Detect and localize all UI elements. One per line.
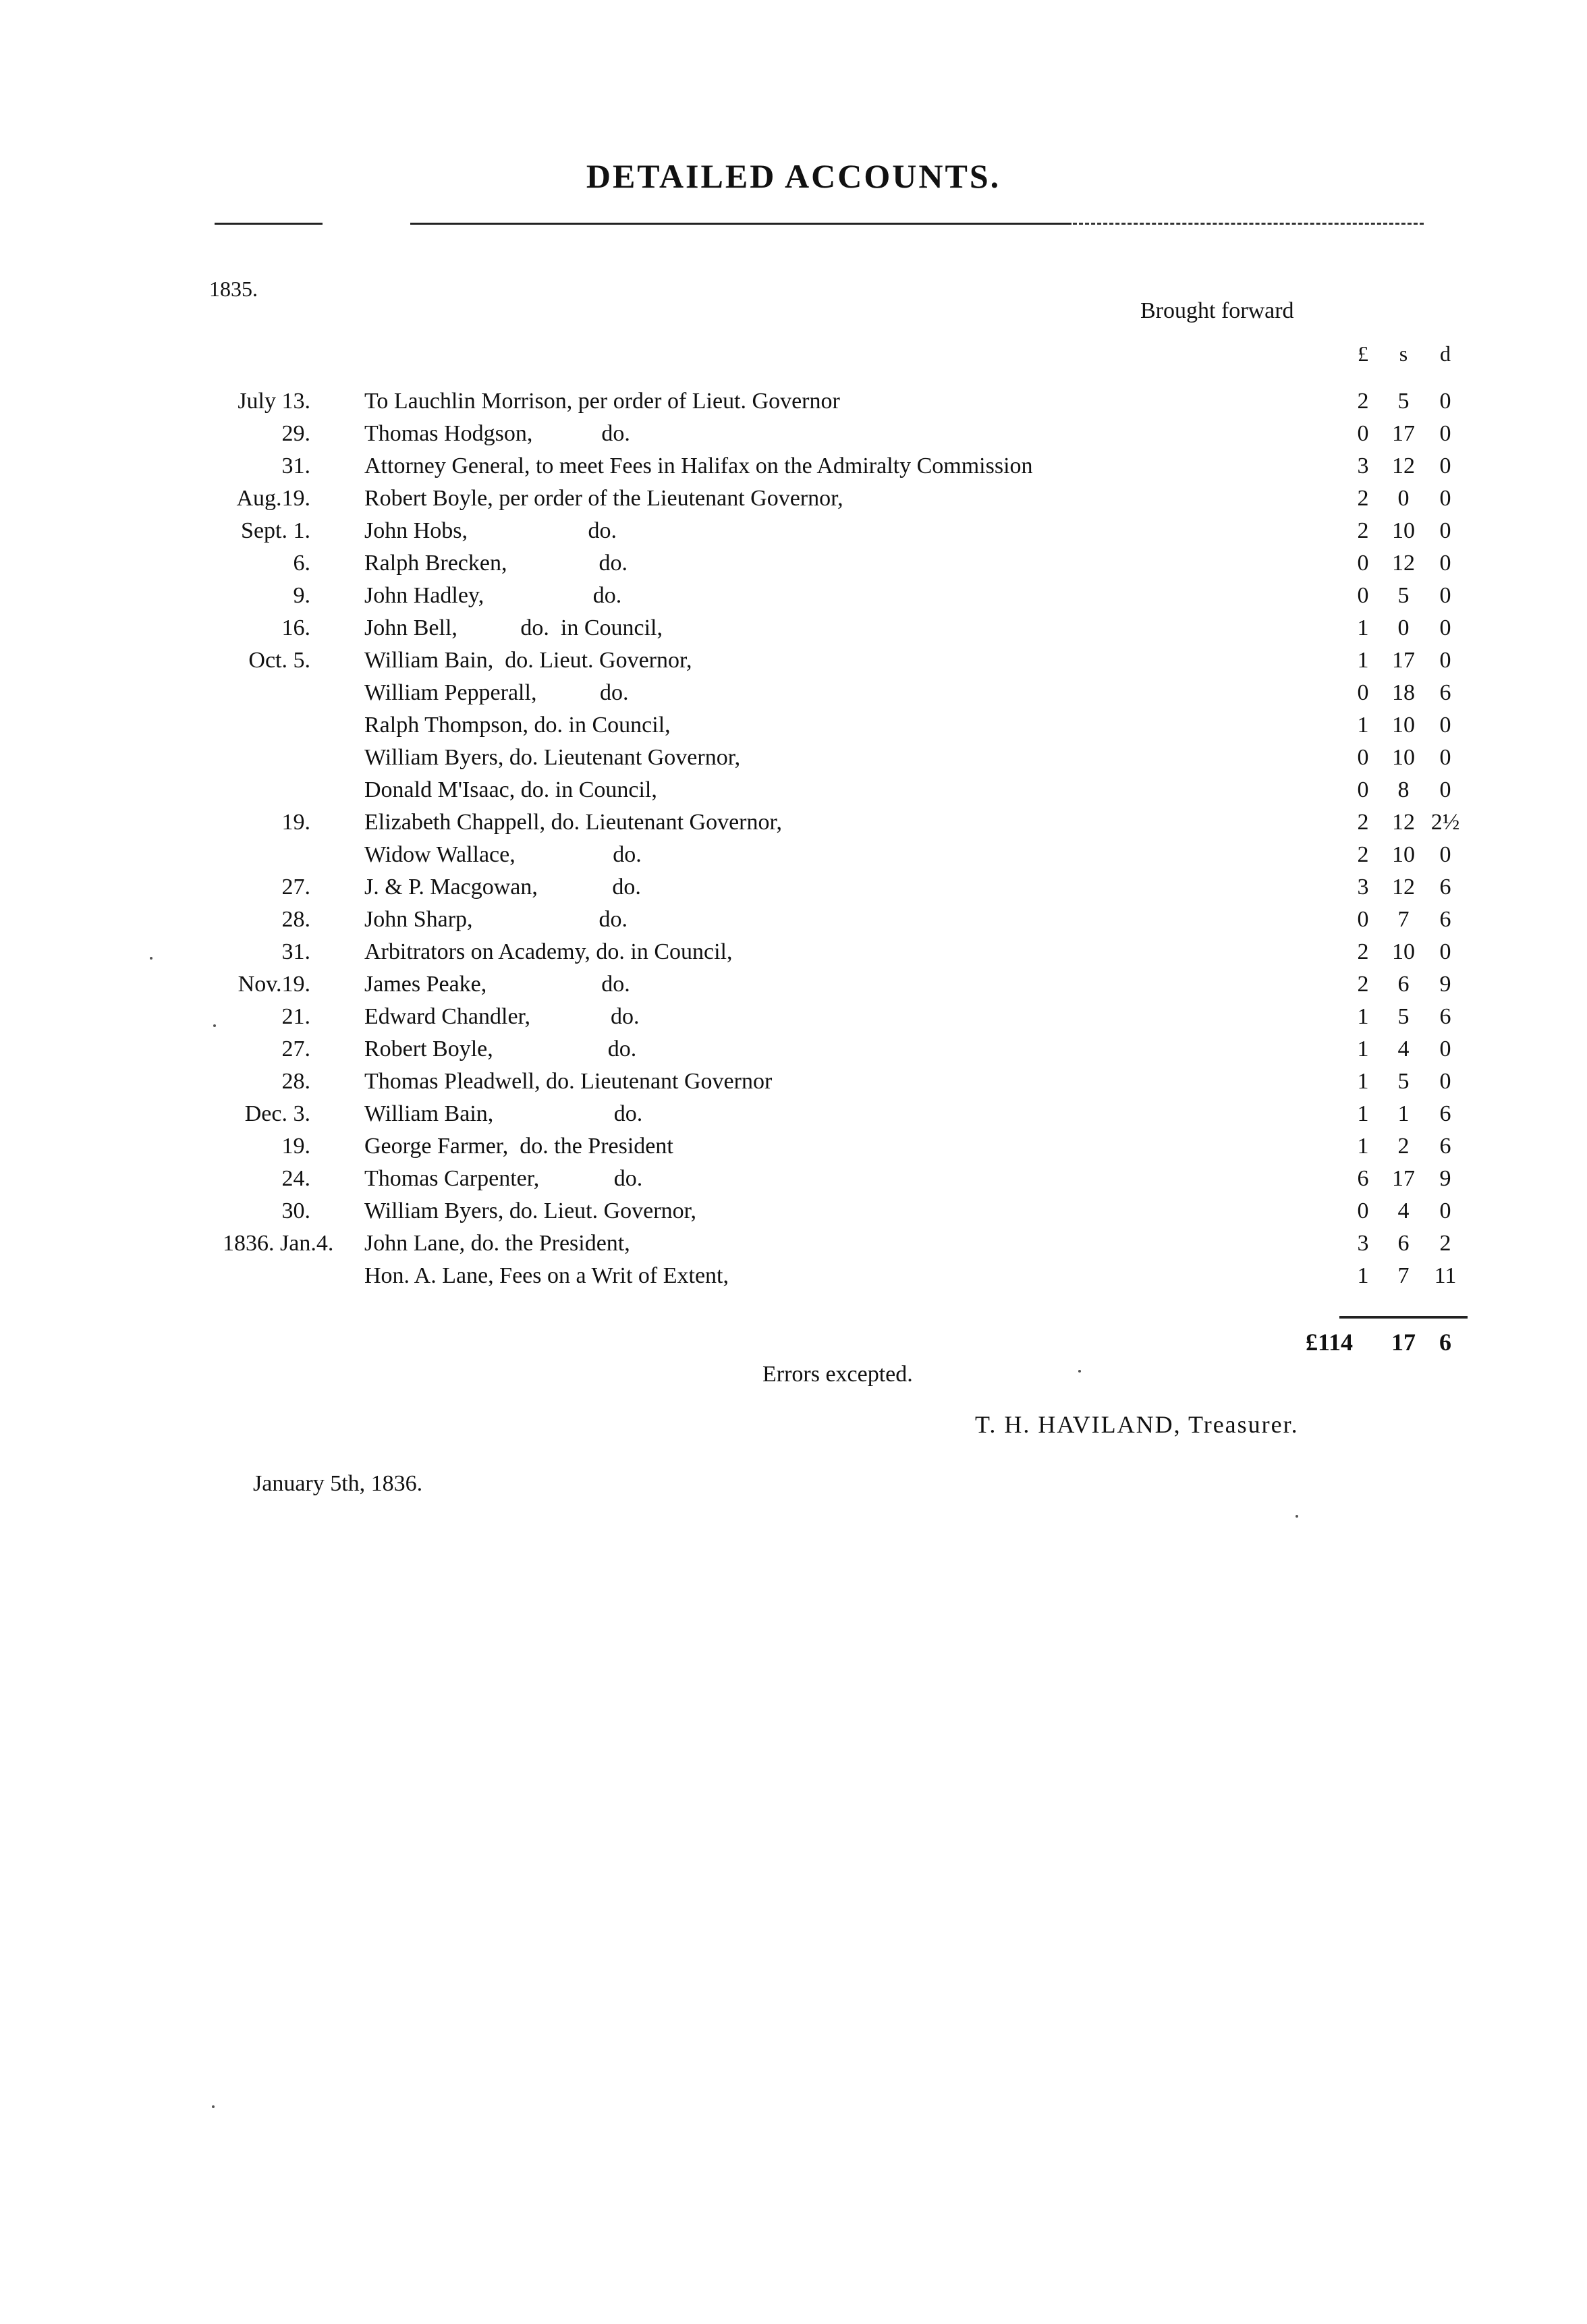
table-row <box>0 713 1587 745</box>
table-row <box>0 486 1587 518</box>
entry-pence: 0 <box>1439 713 1451 738</box>
entry-date: Dec. 3. <box>244 1101 310 1126</box>
entry-date: 24. <box>281 1166 310 1191</box>
table-row <box>0 551 1587 583</box>
margin-speck <box>212 2105 215 2108</box>
entry-shillings: 4 <box>1397 1198 1410 1223</box>
entry-pence: 0 <box>1439 615 1451 640</box>
entry-pounds: 2 <box>1357 486 1369 511</box>
entry-pounds: 3 <box>1357 453 1369 478</box>
entry-shillings: 12 <box>1392 810 1415 835</box>
margin-speck <box>1296 1515 1298 1518</box>
entry-pounds: 2 <box>1357 810 1369 835</box>
entry-pence: 0 <box>1439 777 1451 802</box>
entry-pence: 0 <box>1439 1198 1451 1223</box>
entry-shillings: 7 <box>1397 907 1410 932</box>
entry-payee: Elizabeth Chappell, do. Lieutenant Governor, <box>364 810 782 835</box>
entry-pounds: 1 <box>1357 1134 1369 1159</box>
entry-pence: 9 <box>1439 1166 1451 1191</box>
entry-pence: 0 <box>1439 939 1451 964</box>
table-row <box>0 745 1587 777</box>
right-dashed-rule <box>1073 223 1424 225</box>
entry-pounds: 2 <box>1357 972 1369 997</box>
table-row <box>0 972 1587 1004</box>
entry-shillings: 12 <box>1392 551 1415 576</box>
table-row <box>0 842 1587 875</box>
entry-shillings: 17 <box>1392 421 1415 446</box>
entry-date: 19. <box>281 1134 310 1159</box>
entry-pounds: 0 <box>1357 421 1369 446</box>
entry-shillings: 5 <box>1397 1004 1410 1029</box>
table-row <box>0 453 1587 486</box>
entry-payee: John Hadley, do. <box>364 583 622 608</box>
entry-payee: Robert Boyle, per order of the Lieutenant Governor, <box>364 486 843 511</box>
entry-shillings: 4 <box>1397 1036 1410 1061</box>
table-row <box>0 648 1587 680</box>
entry-date: 19. <box>281 810 310 835</box>
entry-payee: Arbitrators on Academy, do. in Council, <box>364 939 733 964</box>
entry-date: 30. <box>281 1198 310 1223</box>
entry-shillings: 10 <box>1392 939 1415 964</box>
table-row <box>0 518 1587 551</box>
table-row <box>0 1263 1587 1296</box>
entry-payee: Hon. A. Lane, Fees on a Writ of Extent, <box>364 1263 729 1288</box>
entry-pence: 0 <box>1439 518 1451 543</box>
table-row <box>0 1004 1587 1036</box>
entry-payee: William Byers, do. Lieutenant Governor, <box>364 745 741 770</box>
entry-pence: 6 <box>1439 680 1451 705</box>
shillings-header: s <box>1399 341 1408 366</box>
entry-date: 29. <box>281 421 310 446</box>
entry-payee: William Pepperall, do. <box>364 680 629 705</box>
entry-payee: To Lauchlin Morrison, per order of Lieut. Governor <box>364 389 840 414</box>
entry-pounds: 1 <box>1357 615 1369 640</box>
entry-pence: 6 <box>1439 1134 1451 1159</box>
entry-date: 31. <box>281 939 310 964</box>
entry-shillings: 2 <box>1397 1134 1410 1159</box>
entry-shillings: 10 <box>1392 745 1415 770</box>
entry-shillings: 10 <box>1392 842 1415 867</box>
entry-payee: James Peake, do. <box>364 972 630 997</box>
entry-date: 21. <box>281 1004 310 1029</box>
entry-shillings: 6 <box>1397 1231 1410 1256</box>
table-row <box>0 810 1587 842</box>
entry-shillings: 12 <box>1392 453 1415 478</box>
entry-date: July 13. <box>238 389 310 414</box>
entry-pounds: 0 <box>1357 583 1369 608</box>
total-rule <box>1339 1316 1468 1319</box>
entry-payee: John Bell, do. in Council, <box>364 615 663 640</box>
table-row <box>0 1101 1587 1134</box>
entry-pence: 9 <box>1439 972 1451 997</box>
entry-date: 6. <box>293 551 310 576</box>
entry-pounds: 3 <box>1357 1231 1369 1256</box>
entry-date: 31. <box>281 453 310 478</box>
entry-date: 27. <box>281 1036 310 1061</box>
total-pounds: £114 <box>1306 1329 1354 1356</box>
table-row <box>0 421 1587 453</box>
entry-date: 9. <box>293 583 310 608</box>
table-row <box>0 583 1587 615</box>
entry-payee: William Bain, do. Lieut. Governor, <box>364 648 692 673</box>
entry-payee: George Farmer, do. the President <box>364 1134 673 1159</box>
entry-pounds: 0 <box>1357 745 1369 770</box>
entry-payee: William Bain, do. <box>364 1101 643 1126</box>
entry-shillings: 6 <box>1397 972 1410 997</box>
year-label: 1835. <box>209 277 258 301</box>
entry-date: Sept. 1. <box>241 518 310 543</box>
entry-payee: Thomas Pleadwell, do. Lieutenant Governor <box>364 1069 773 1094</box>
entry-pence: 6 <box>1439 875 1451 900</box>
entry-pounds: 1 <box>1357 1036 1369 1061</box>
margin-speck <box>150 957 152 960</box>
entry-pounds: 0 <box>1357 907 1369 932</box>
entry-shillings: 1 <box>1397 1101 1410 1126</box>
errors-excepted: Errors excepted. <box>762 1362 913 1387</box>
left-short-rule <box>215 223 323 225</box>
entry-pounds: 2 <box>1357 842 1369 867</box>
margin-speck <box>213 1024 216 1027</box>
entry-payee: Attorney General, to meet Fees in Halifax on the Admiralty Commission <box>364 453 1033 478</box>
entry-pounds: 0 <box>1357 1198 1369 1223</box>
entry-pounds: 0 <box>1357 551 1369 576</box>
entry-payee: Edward Chandler, do. <box>364 1004 640 1029</box>
entry-payee: John Lane, do. the President, <box>364 1231 630 1256</box>
entry-shillings: 5 <box>1397 583 1410 608</box>
entry-shillings: 5 <box>1397 1069 1410 1094</box>
table-row <box>0 1231 1587 1263</box>
entry-pence: 0 <box>1439 745 1451 770</box>
entry-pounds: 6 <box>1357 1166 1369 1191</box>
entry-pence: 0 <box>1439 551 1451 576</box>
entry-payee: Thomas Hodgson, do. <box>364 421 630 446</box>
entry-date: Aug.19. <box>236 486 310 511</box>
entry-pence: 6 <box>1439 1004 1451 1029</box>
entry-pounds: 2 <box>1357 518 1369 543</box>
table-row <box>0 680 1587 713</box>
entry-date: 1836. Jan.4. <box>223 1231 334 1256</box>
entry-date: 28. <box>281 1069 310 1094</box>
entry-date: Oct. 5. <box>248 648 310 673</box>
entry-pence: 0 <box>1439 648 1451 673</box>
entry-pounds: 1 <box>1357 1101 1369 1126</box>
entry-pence: 0 <box>1439 1069 1451 1094</box>
entry-pence: 0 <box>1439 389 1451 414</box>
total-shillings: 17 <box>1391 1329 1416 1356</box>
entry-pence: 6 <box>1439 1101 1451 1126</box>
table-row <box>0 1036 1587 1069</box>
entry-payee: J. & P. Macgowan, do. <box>364 875 641 900</box>
entry-pounds: 2 <box>1357 939 1369 964</box>
entry-payee: John Hobs, do. <box>364 518 617 543</box>
entry-pence: 0 <box>1439 1036 1451 1061</box>
entry-pence: 11 <box>1434 1263 1457 1288</box>
table-row <box>0 1134 1587 1166</box>
entry-pounds: 0 <box>1357 680 1369 705</box>
page-title: DETAILED ACCOUNTS. <box>586 157 1001 195</box>
entry-pounds: 1 <box>1357 648 1369 673</box>
entry-pence: 6 <box>1439 907 1451 932</box>
treasurer-signature: T. H. HAVILAND, Treasurer. <box>975 1411 1299 1438</box>
entry-shillings: 8 <box>1397 777 1410 802</box>
long-rule <box>410 223 1071 225</box>
entry-pounds: 1 <box>1357 713 1369 738</box>
pence-header: d <box>1440 341 1451 366</box>
brought-forward-label: Brought forward <box>1140 298 1294 323</box>
entry-shillings: 10 <box>1392 713 1415 738</box>
date-line: January 5th, 1836. <box>253 1471 423 1496</box>
table-row <box>0 1069 1587 1101</box>
table-row <box>0 777 1587 810</box>
pounds-header: £ <box>1358 341 1368 366</box>
entry-shillings: 0 <box>1397 486 1410 511</box>
total-pence: 6 <box>1439 1329 1451 1356</box>
entry-shillings: 5 <box>1397 389 1410 414</box>
entry-payee: John Sharp, do. <box>364 907 628 932</box>
entry-pence: 0 <box>1439 421 1451 446</box>
entry-pounds: 2 <box>1357 389 1369 414</box>
entry-payee: Ralph Brecken, do. <box>364 551 628 576</box>
entry-pence: 0 <box>1439 453 1451 478</box>
entry-pence: 0 <box>1439 842 1451 867</box>
entry-shillings: 17 <box>1392 1166 1415 1191</box>
entry-shillings: 17 <box>1392 648 1415 673</box>
table-row <box>0 1166 1587 1198</box>
entry-pounds: 3 <box>1357 875 1369 900</box>
entry-shillings: 7 <box>1397 1263 1410 1288</box>
entry-payee: Widow Wallace, do. <box>364 842 642 867</box>
entry-pounds: 0 <box>1357 777 1369 802</box>
entry-pounds: 1 <box>1357 1069 1369 1094</box>
entry-payee: Thomas Carpenter, do. <box>364 1166 643 1191</box>
entry-payee: Donald M'Isaac, do. in Council, <box>364 777 657 802</box>
table-row <box>0 389 1587 421</box>
entry-payee: William Byers, do. Lieut. Governor, <box>364 1198 697 1223</box>
entry-pence: 2½ <box>1430 810 1460 835</box>
entry-date: 27. <box>281 875 310 900</box>
entry-pounds: 1 <box>1357 1004 1369 1029</box>
entry-payee: Ralph Thompson, do. in Council, <box>364 713 671 738</box>
entry-date: 16. <box>281 615 310 640</box>
entry-date: 28. <box>281 907 310 932</box>
entry-pence: 2 <box>1439 1231 1451 1256</box>
entry-pence: 0 <box>1439 486 1451 511</box>
table-row <box>0 615 1587 648</box>
table-row <box>0 907 1587 939</box>
table-row <box>0 875 1587 907</box>
entry-pounds: 1 <box>1357 1263 1369 1288</box>
entry-shillings: 18 <box>1392 680 1415 705</box>
margin-speck <box>1078 1370 1081 1373</box>
entry-payee: Robert Boyle, do. <box>364 1036 637 1061</box>
entry-shillings: 12 <box>1392 875 1415 900</box>
table-row <box>0 939 1587 972</box>
entry-pence: 0 <box>1439 583 1451 608</box>
entry-date: Nov.19. <box>238 972 310 997</box>
table-row <box>0 1198 1587 1231</box>
entry-shillings: 10 <box>1392 518 1415 543</box>
entry-shillings: 0 <box>1397 615 1410 640</box>
